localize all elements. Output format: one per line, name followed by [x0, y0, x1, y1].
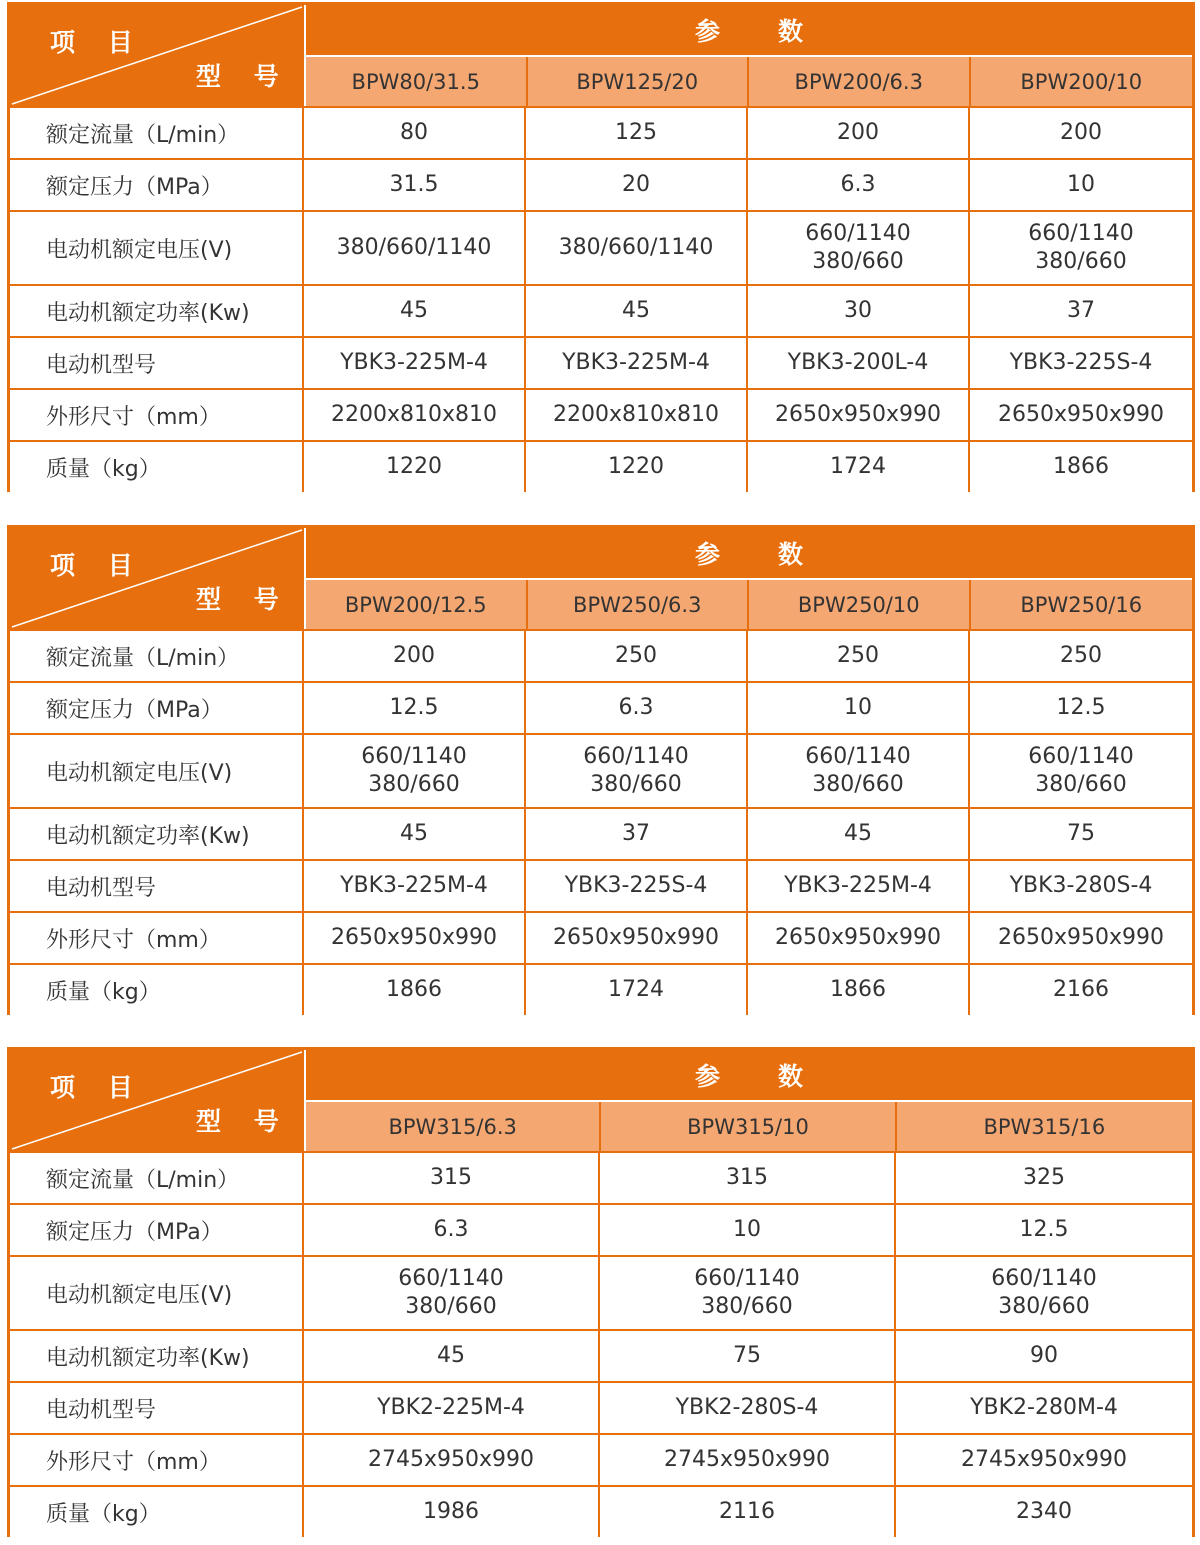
- value-cell: 1866: [1053, 454, 1109, 479]
- value-cell: 250: [526, 631, 748, 681]
- value-cell: 200: [1060, 120, 1102, 145]
- value-cell: 45: [748, 809, 970, 859]
- value-cell: 2650x950x990: [997, 402, 1164, 427]
- value-cell: 10: [600, 1205, 896, 1255]
- value-cell: 380/660/1140: [526, 212, 748, 284]
- table-row: [10, 859, 1192, 911]
- row-label: 额定流量（L/min）: [10, 108, 304, 158]
- model-label: 型 号: [196, 1107, 291, 1136]
- value-cell: 37: [526, 809, 748, 859]
- params-header: 参数: [304, 528, 1192, 578]
- value-cell: 315: [600, 1153, 896, 1203]
- value-cell: 250: [748, 631, 970, 681]
- value-cell: 1724: [748, 442, 970, 492]
- row-label: 质量（kg）: [10, 442, 304, 492]
- value-cell: 12.5: [1019, 1217, 1069, 1242]
- value-cell: 45: [304, 286, 526, 336]
- value-cell: 75: [600, 1331, 896, 1381]
- row-label: 电动机额定功率(Kw): [10, 286, 304, 336]
- value-cell: 660/1140 380/660: [1028, 221, 1134, 274]
- value-cell: 45: [304, 1331, 600, 1381]
- table-row: [10, 336, 1192, 388]
- model-name-cell: BPW250/10: [749, 580, 971, 629]
- model-name-cell: BPW315/10: [601, 1102, 896, 1151]
- value-cell: 2650x950x990: [748, 913, 970, 963]
- model-name-cell: BPW200/10: [971, 57, 1193, 106]
- spec-table-2: [7, 525, 1195, 1015]
- value-cell: YBK3-225S-4: [1009, 350, 1153, 375]
- model-label: 型 号: [196, 585, 291, 614]
- row-label: 电动机型号: [10, 1383, 304, 1433]
- table-row: [10, 210, 1192, 284]
- params-header: 参数: [304, 5, 1192, 55]
- value-cell: 2200x810x810: [526, 390, 748, 440]
- value-cell: 10: [1067, 172, 1095, 197]
- value-cell: 30: [748, 286, 970, 336]
- row-label: 质量（kg）: [10, 1487, 304, 1537]
- model-label: 型 号: [196, 62, 291, 91]
- value-cell: 660/1140 380/660: [304, 1257, 600, 1329]
- model-header-row: [304, 1100, 1192, 1151]
- table-row: [10, 1381, 1192, 1433]
- spec-table-3: [7, 1047, 1195, 1537]
- row-label: 质量（kg）: [10, 965, 304, 1015]
- model-header-row: [304, 578, 1192, 629]
- value-cell: YBK3-225M-4: [304, 861, 526, 911]
- value-cell: 660/1140 380/660: [600, 1257, 896, 1329]
- value-cell: 45: [526, 286, 748, 336]
- row-label: 电动机额定功率(Kw): [10, 1331, 304, 1381]
- table-row: [10, 681, 1192, 733]
- value-cell: 380/660/1140: [304, 212, 526, 284]
- row-label: 电动机额定电压(V): [10, 212, 304, 284]
- value-cell: YBK3-280S-4: [1009, 873, 1153, 898]
- value-cell: 1866: [748, 965, 970, 1015]
- value-cell: YBK3-225M-4: [526, 338, 748, 388]
- model-name-cell: BPW200/12.5: [306, 580, 528, 629]
- value-cell: 660/1140 380/660: [748, 212, 970, 284]
- value-cell: 6.3: [526, 683, 748, 733]
- value-cell: 250: [1060, 643, 1102, 668]
- value-cell: 2650x950x990: [997, 925, 1164, 950]
- value-cell: 315: [304, 1153, 600, 1203]
- value-cell: 325: [1023, 1165, 1065, 1190]
- value-cell: 90: [1030, 1343, 1058, 1368]
- params-header: 参数: [304, 1050, 1192, 1100]
- row-label: 电动机型号: [10, 861, 304, 911]
- value-cell: 80: [304, 108, 526, 158]
- value-cell: YBK2-280S-4: [600, 1383, 896, 1433]
- model-name-cell: BPW315/16: [897, 1102, 1192, 1151]
- value-cell: 2745x950x990: [960, 1447, 1127, 1472]
- row-label: 电动机额定功率(Kw): [10, 809, 304, 859]
- model-name-cell: BPW315/6.3: [306, 1102, 601, 1151]
- value-cell: 200: [304, 631, 526, 681]
- row-label: 额定流量（L/min）: [10, 1153, 304, 1203]
- table-row: [10, 158, 1192, 210]
- row-label: 外形尺寸（mm）: [10, 1435, 304, 1485]
- value-cell: YBK3-225S-4: [526, 861, 748, 911]
- value-cell: 12.5: [304, 683, 526, 733]
- model-name-cell: BPW250/6.3: [528, 580, 750, 629]
- value-cell: YBK3-225M-4: [304, 338, 526, 388]
- table-row: [10, 106, 1192, 158]
- value-cell: 1220: [304, 442, 526, 492]
- value-cell: 75: [1067, 821, 1095, 846]
- table-row: [10, 1255, 1192, 1329]
- table-row: [10, 1203, 1192, 1255]
- table-row: [10, 629, 1192, 681]
- value-cell: 2650x950x990: [304, 913, 526, 963]
- model-name-cell: BPW125/20: [528, 57, 750, 106]
- table-row: [10, 284, 1192, 336]
- value-cell: YBK3-200L-4: [748, 338, 970, 388]
- item-label: 项 目: [50, 1073, 145, 1102]
- table-row: [10, 911, 1192, 963]
- model-header-row: [304, 55, 1192, 106]
- value-cell: YBK2-280M-4: [970, 1395, 1118, 1420]
- value-cell: 2745x950x990: [304, 1435, 600, 1485]
- table-row: [10, 440, 1192, 492]
- value-cell: 6.3: [748, 160, 970, 210]
- value-cell: 660/1140 380/660: [991, 1266, 1097, 1319]
- table-row: [10, 1485, 1192, 1537]
- value-cell: 45: [304, 809, 526, 859]
- table-row: [10, 1151, 1192, 1203]
- row-label: 额定压力（MPa）: [10, 1205, 304, 1255]
- item-label: 项 目: [50, 551, 145, 580]
- value-cell: 1986: [304, 1487, 600, 1537]
- value-cell: 1866: [304, 965, 526, 1015]
- row-label: 外形尺寸（mm）: [10, 913, 304, 963]
- model-name-cell: BPW250/16: [971, 580, 1193, 629]
- value-cell: YBK3-225M-4: [748, 861, 970, 911]
- header-corner-cell: [10, 5, 304, 106]
- value-cell: 2650x950x990: [748, 390, 970, 440]
- row-label: 电动机额定电压(V): [10, 735, 304, 807]
- table-row: [10, 1433, 1192, 1485]
- value-cell: 2650x950x990: [526, 913, 748, 963]
- value-cell: 125: [526, 108, 748, 158]
- table-row: [10, 963, 1192, 1015]
- table-row: [10, 807, 1192, 859]
- value-cell: YBK2-225M-4: [304, 1383, 600, 1433]
- row-label: 额定流量（L/min）: [10, 631, 304, 681]
- value-cell: 2116: [600, 1487, 896, 1537]
- value-cell: 1724: [526, 965, 748, 1015]
- value-cell: 2166: [1053, 977, 1109, 1002]
- value-cell: 12.5: [1056, 695, 1106, 720]
- header-corner-cell: [10, 528, 304, 629]
- table-row: [10, 388, 1192, 440]
- value-cell: 1220: [526, 442, 748, 492]
- spec-table-1: [7, 2, 1195, 492]
- value-cell: 660/1140 380/660: [1028, 744, 1134, 797]
- row-label: 额定压力（MPa）: [10, 683, 304, 733]
- value-cell: 200: [748, 108, 970, 158]
- row-label: 额定压力（MPa）: [10, 160, 304, 210]
- model-name-cell: BPW80/31.5: [306, 57, 528, 106]
- row-label: 电动机型号: [10, 338, 304, 388]
- value-cell: 2200x810x810: [304, 390, 526, 440]
- value-cell: 660/1140 380/660: [304, 735, 526, 807]
- value-cell: 660/1140 380/660: [526, 735, 748, 807]
- value-cell: 660/1140 380/660: [748, 735, 970, 807]
- table-row: [10, 1329, 1192, 1381]
- header-corner-cell: [10, 1050, 304, 1151]
- value-cell: 10: [748, 683, 970, 733]
- value-cell: 37: [1067, 298, 1095, 323]
- value-cell: 20: [526, 160, 748, 210]
- table-row: [10, 733, 1192, 807]
- value-cell: 2340: [1016, 1499, 1072, 1524]
- row-label: 外形尺寸（mm）: [10, 390, 304, 440]
- value-cell: 31.5: [304, 160, 526, 210]
- item-label: 项 目: [50, 28, 145, 57]
- model-name-cell: BPW200/6.3: [749, 57, 971, 106]
- row-label: 电动机额定电压(V): [10, 1257, 304, 1329]
- value-cell: 2745x950x990: [600, 1435, 896, 1485]
- value-cell: 6.3: [304, 1205, 600, 1255]
